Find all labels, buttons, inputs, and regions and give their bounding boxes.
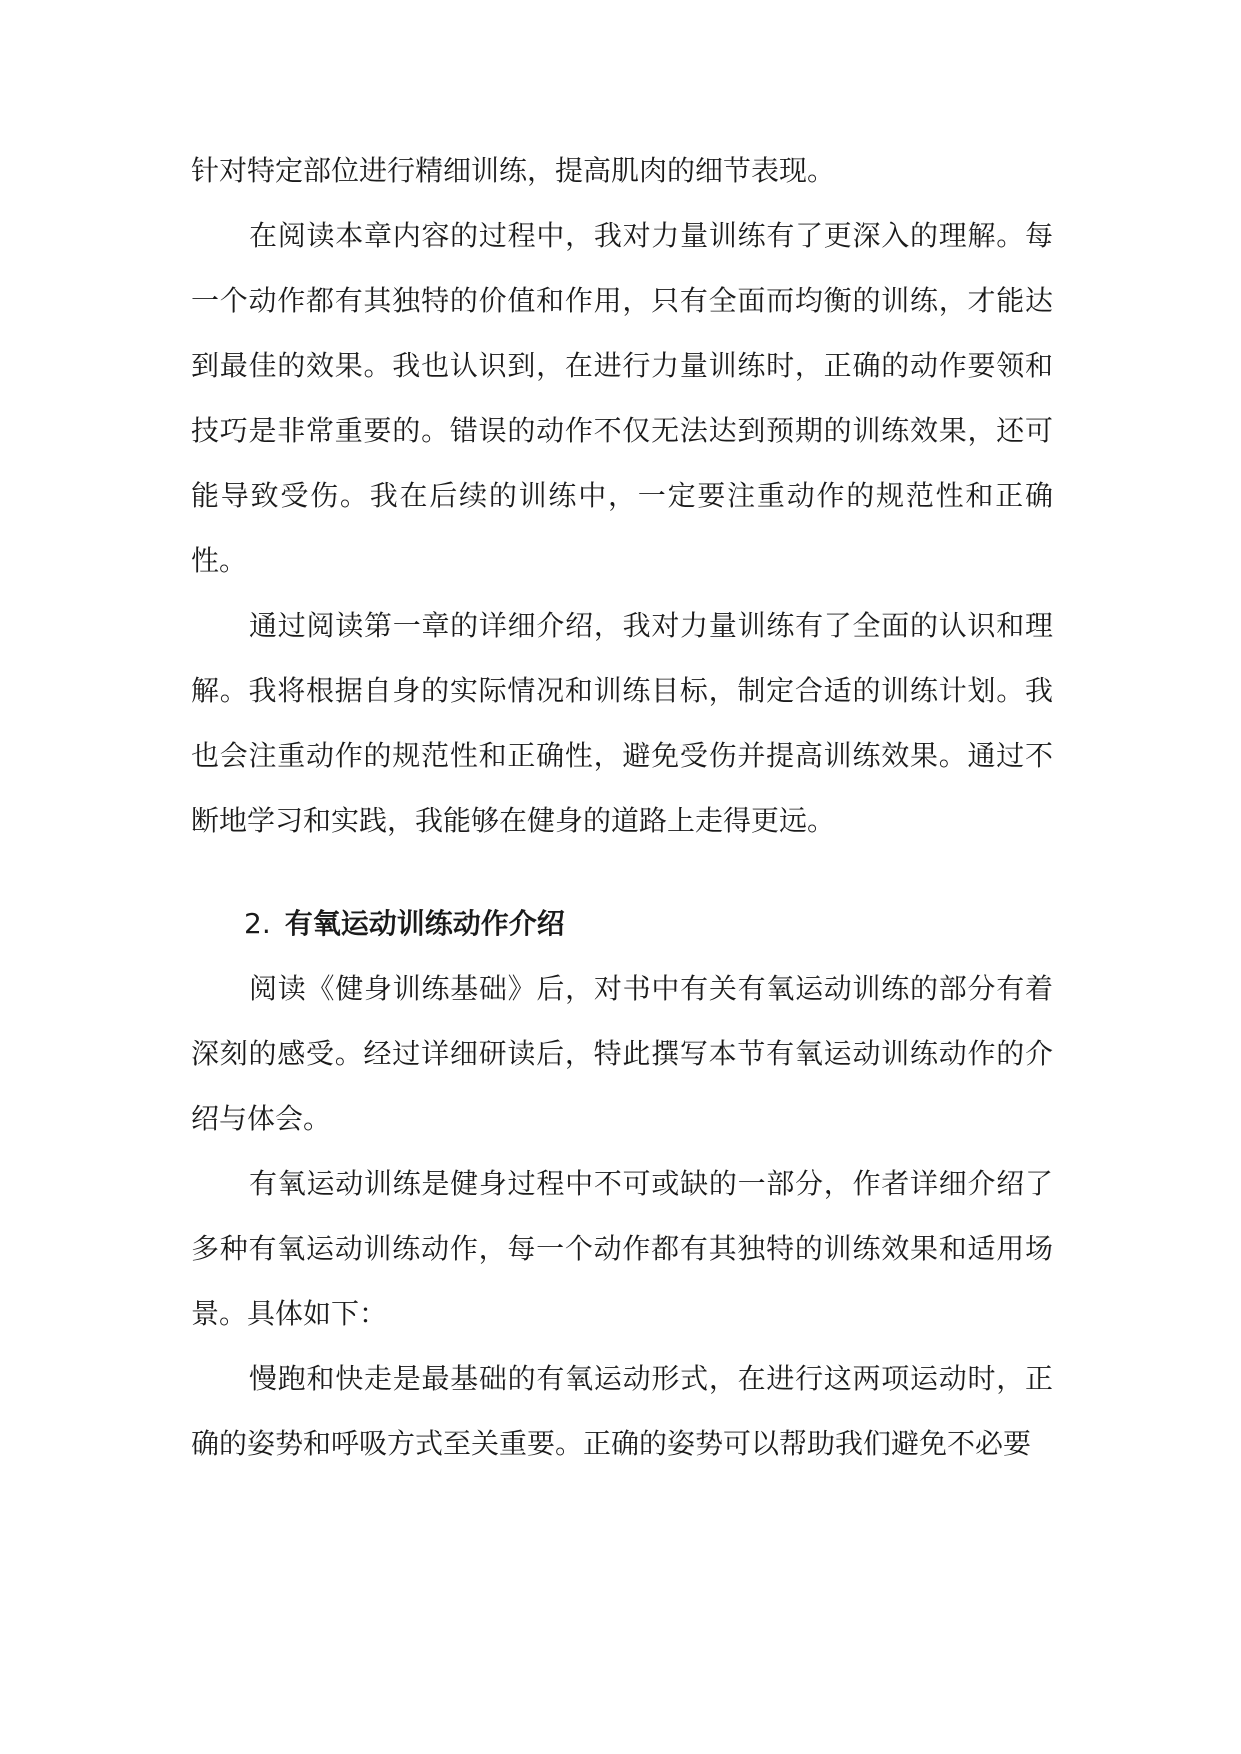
section-number: 2. (244, 907, 271, 940)
paragraph: 在阅读本章内容的过程中，我对力量训练有了更深入的理解。每一个动作都有其独特的价值和作用，只有全面而均衡的训练，才能达到最佳的效果。我也认识到，在进行力量训练时，正确的动作要领和技巧是非常重要的。错误的动作不仅无法达到预期的训练效果，还可能导致受伤。我在后续的训练中，一定要注重动作的规范性和正确性。 (191, 219, 1053, 577)
paragraph: 有氧运动训练是健身过程中不可或缺的一部分，作者详细介绍了多种有氧运动训练动作，每一个动作都有其独特的训练效果和适用场景。具体如下： (191, 1167, 1053, 1330)
paragraph: 慢跑和快走是最基础的有氧运动形式，在进行这两项运动时，正确的姿势和呼吸方式至关重要。正确的姿势可以帮助我们避免不必要 (191, 1362, 1053, 1460)
section-title: 有氧运动训练动作介绍 (284, 907, 565, 940)
paragraph: 阅读《健身训练基础》后，对书中有关有氧运动训练的部分有着深刻的感受。经过详细研读后，特此撰写本节有氧运动训练动作的介绍与体会。 (191, 972, 1053, 1135)
document-page (191, 138, 1053, 1476)
paragraph: 针对特定部位进行精细训练，提高肌肉的细节表现。 (191, 154, 836, 187)
paragraph: 通过阅读第一章的详细介绍，我对力量训练有了全面的认识和理解。我将根据自身的实际情况和训练目标，制定合适的训练计划。我也会注重动作的规范性和正确性，避免受伤并提高训练效果。通过不断地学习和实践，我能够在健身的道路上走得更远。 (191, 609, 1053, 837)
section-heading (191, 891, 1053, 956)
